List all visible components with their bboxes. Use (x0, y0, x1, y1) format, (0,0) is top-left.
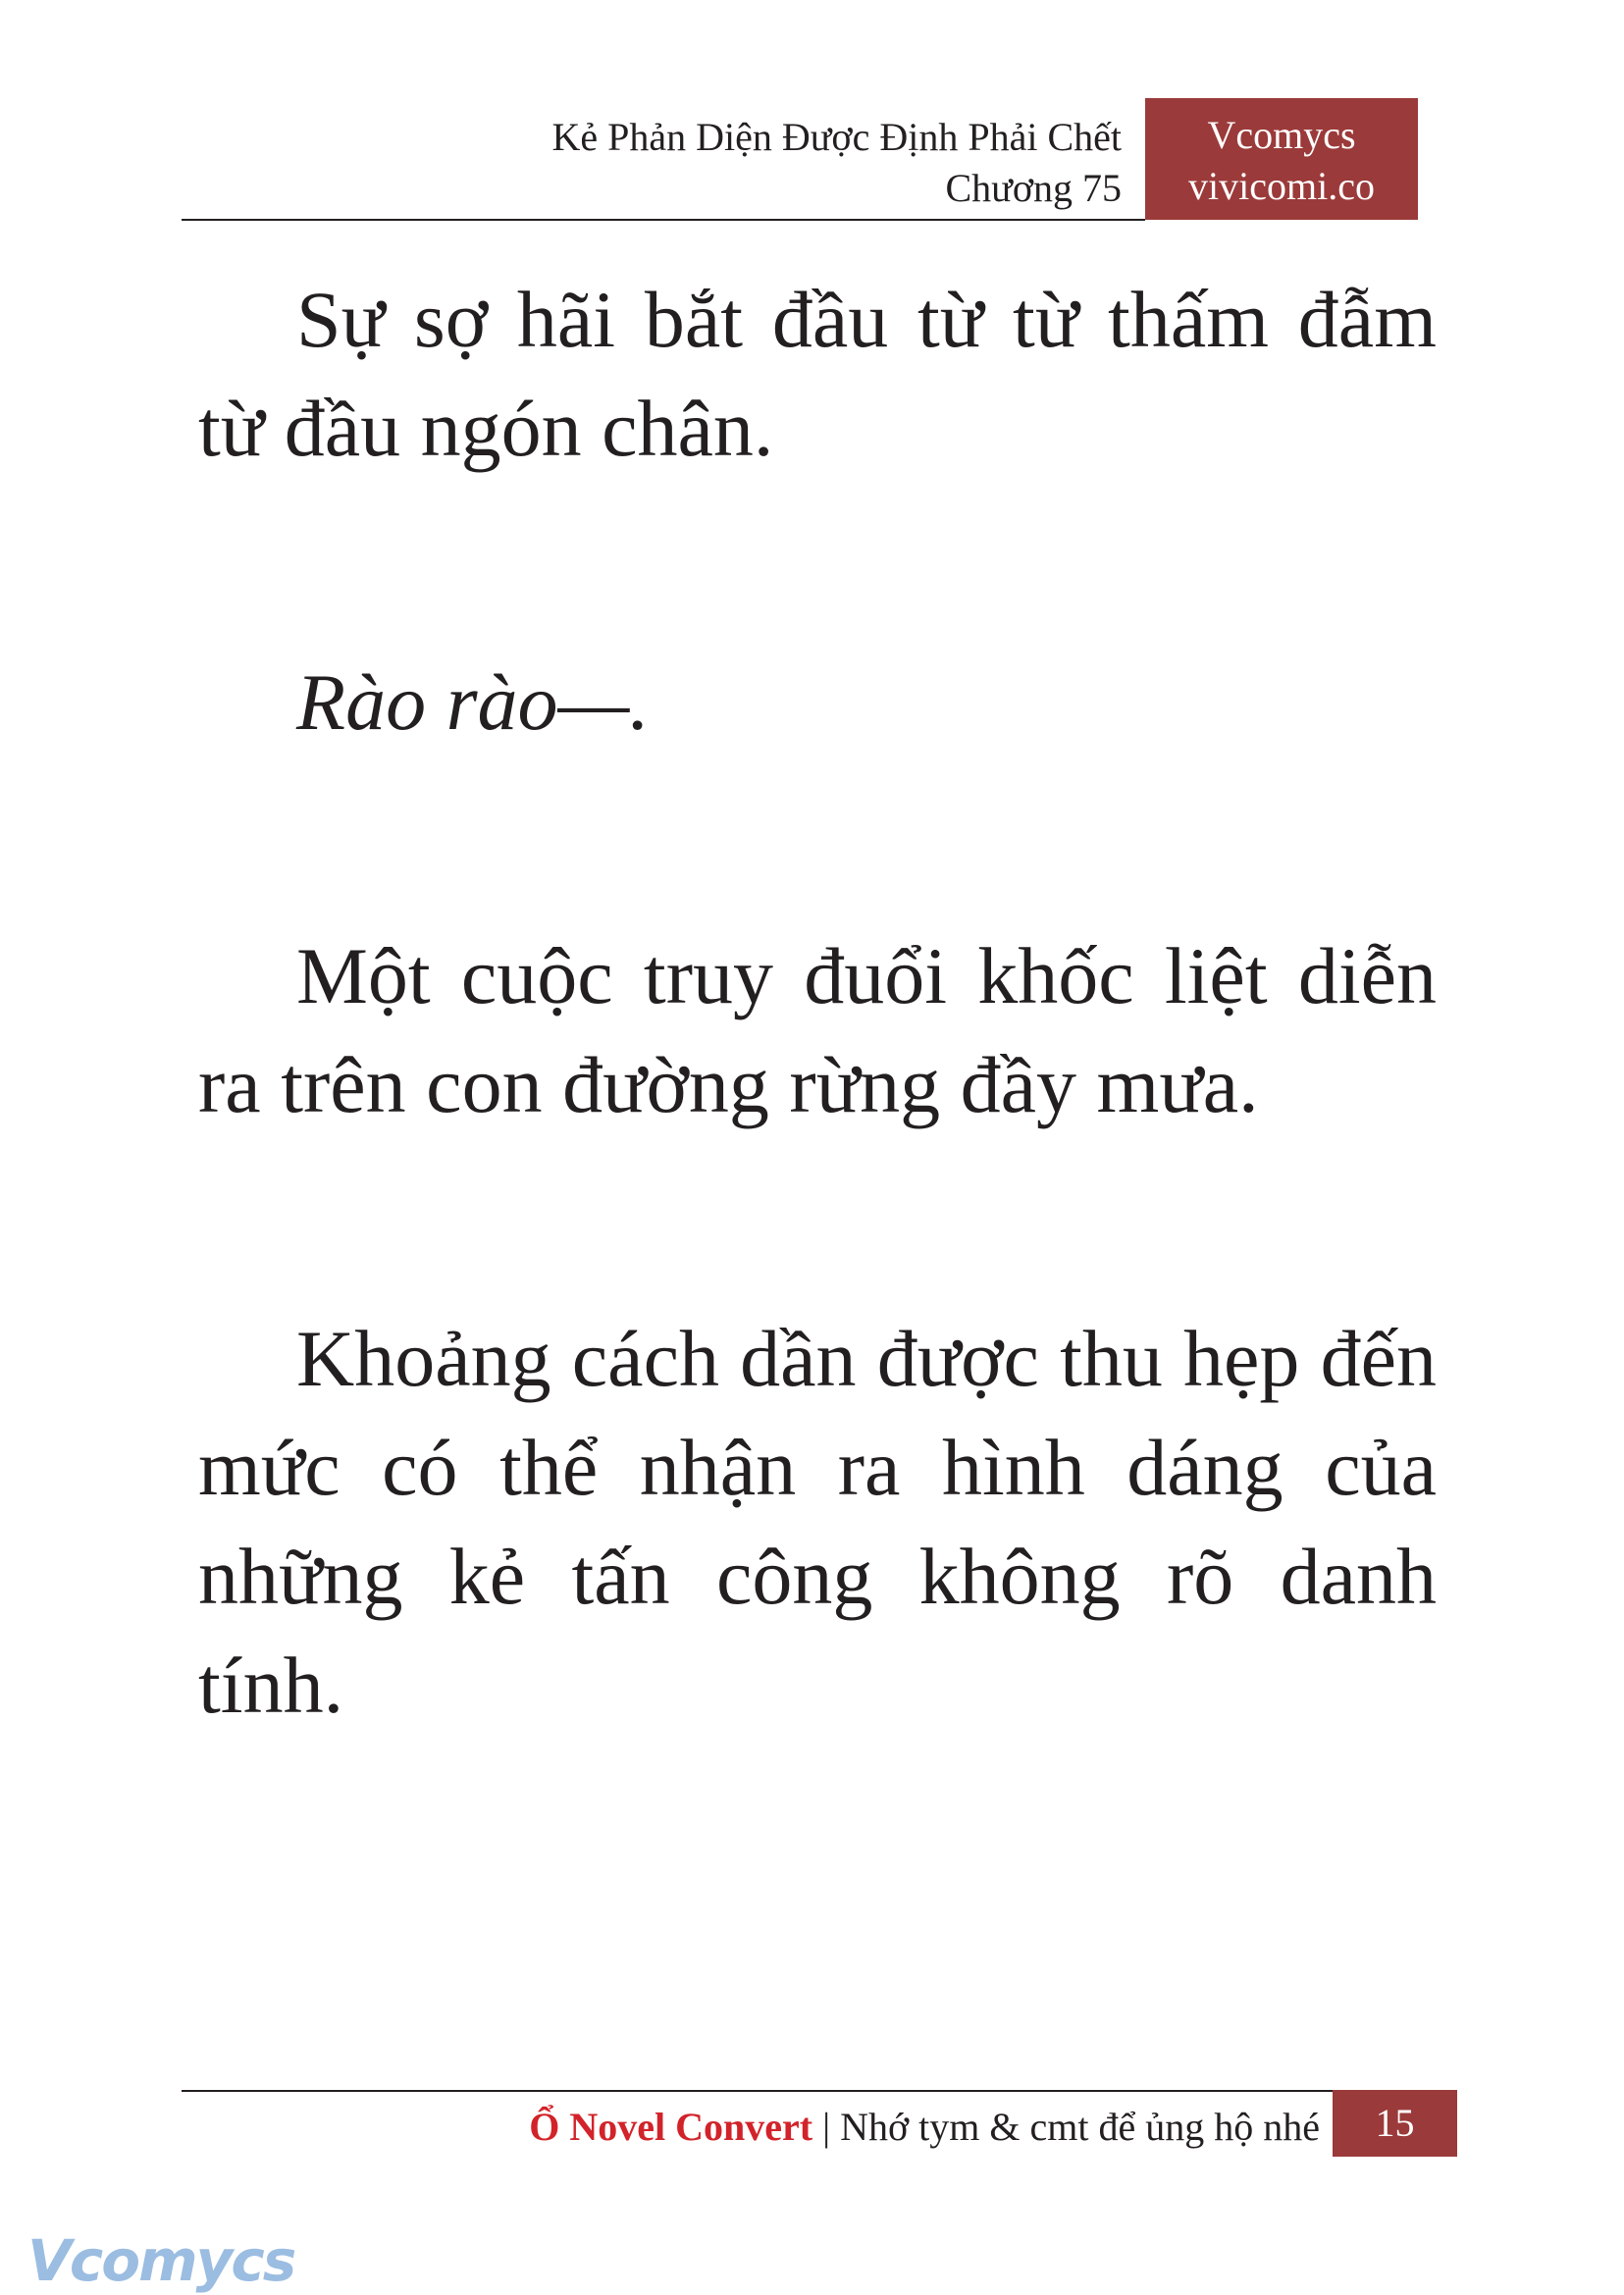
site-badge (1145, 98, 1418, 220)
header-text (551, 112, 1122, 214)
paragraph-gap (198, 1139, 1437, 1304)
paragraph: Một cuộc truy đuổi khốc liệt diễn ra trên con đường rừng đầy mưa. (198, 931, 1437, 1129)
footer-separator: | (812, 2105, 841, 2149)
chapter-label: Chương 75 (945, 166, 1122, 210)
page-header (182, 98, 1418, 220)
footer-divider (182, 2090, 1333, 2092)
header-divider (182, 219, 1145, 221)
book-title: Kẻ Phản Diện Được Định Phải Chết (551, 115, 1122, 159)
sound-effect-paragraph: Rào rào—. (296, 657, 650, 747)
paragraph: Sự sợ hãi bắt đầu từ từ thấm đẫm từ đầu ngón chân. (198, 275, 1437, 473)
site-url: vivicomi.co (1188, 164, 1375, 208)
page-number: 15 (1333, 2090, 1457, 2157)
page-footer (182, 2090, 1457, 2157)
paragraph-gap (198, 483, 1437, 648)
footer-text (529, 2102, 1320, 2153)
footer-brand: Ổ Novel Convert (529, 2105, 813, 2149)
footer-note: Nhớ tym & cmt để ủng hộ nhé (840, 2105, 1320, 2149)
paragraph: Khoảng cách dần được thu hẹp đến mức có thể nhận ra hình dáng của những kẻ tấn công không rõ danh tính. (198, 1314, 1437, 1730)
paragraph-gap (198, 756, 1437, 921)
site-name: Vcomycs (1207, 113, 1356, 157)
chapter-body (198, 265, 1437, 1740)
watermark-logo: Vcomycs (27, 2227, 295, 2294)
